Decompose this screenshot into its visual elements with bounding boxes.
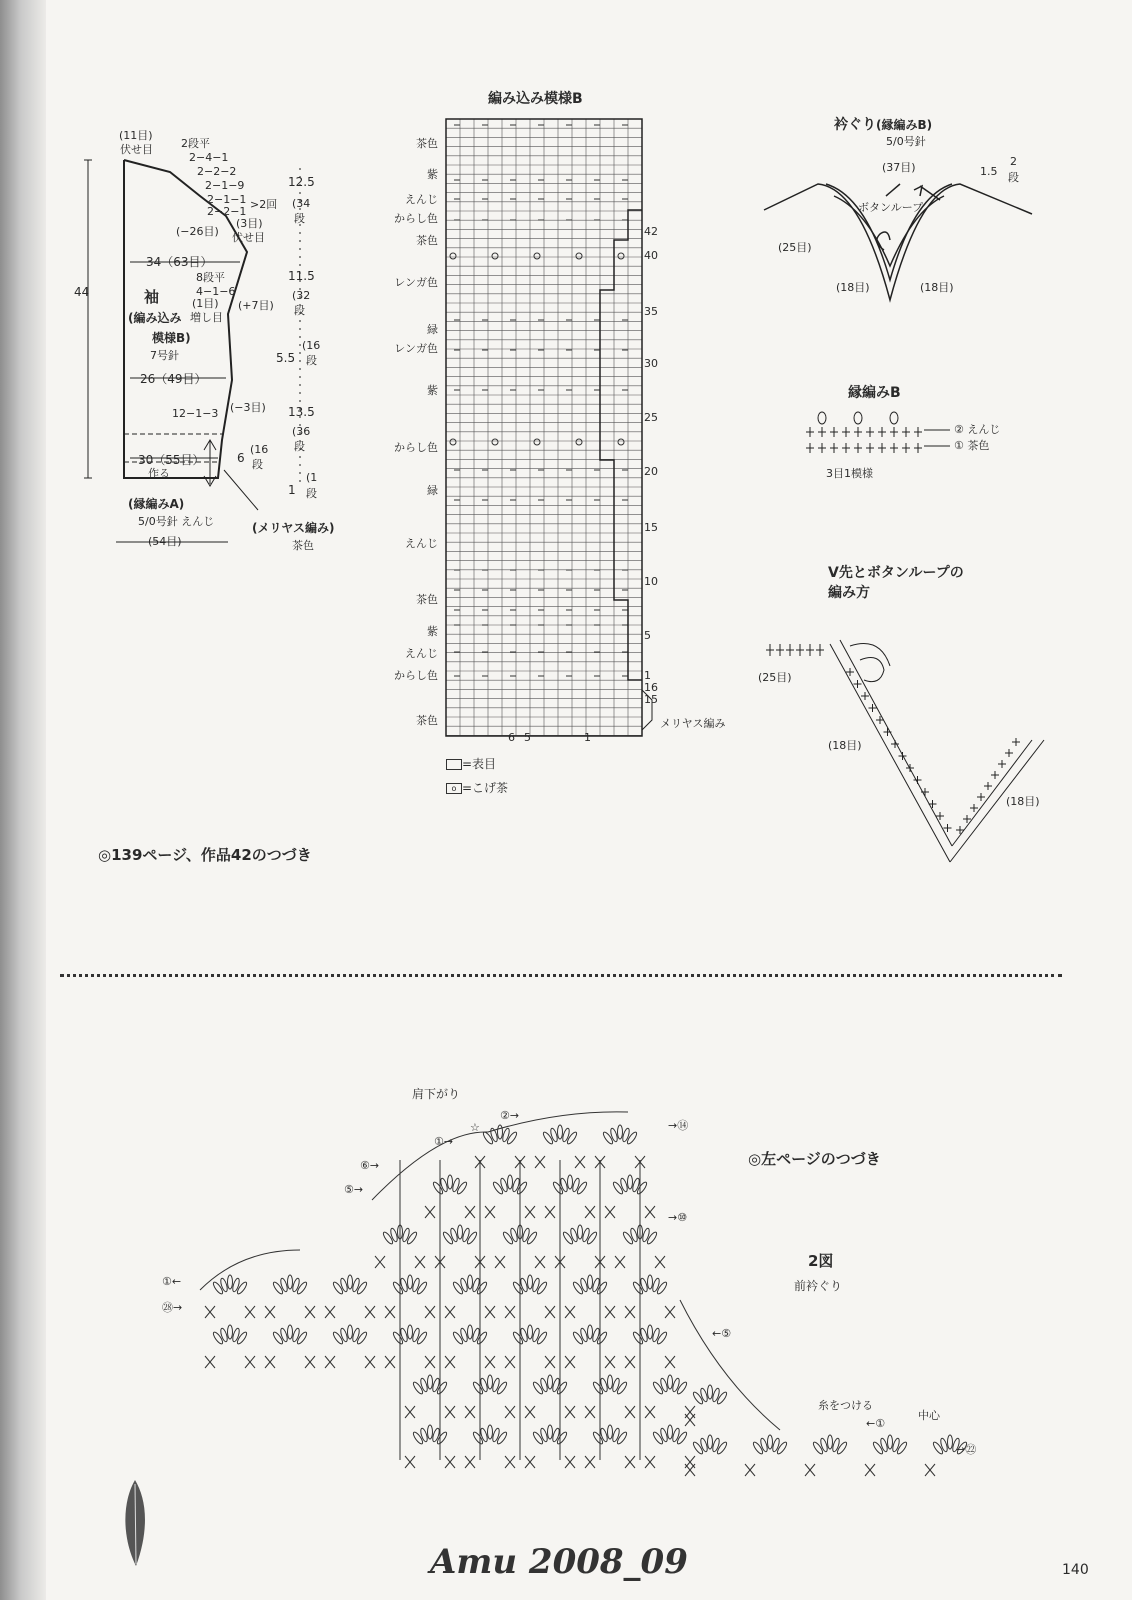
dec-line: 2−2−1	[207, 205, 247, 218]
border-b-row1: ① 茶色	[954, 439, 990, 452]
v-tip-st-25: (25目)	[758, 671, 792, 684]
neckline-title: 衿ぐり(縁編みB)	[834, 117, 933, 133]
sleeve-pattern: (編み込み	[128, 311, 182, 325]
chart-b-color-label: 紫	[427, 625, 438, 638]
chart-b-row-number: 16	[644, 681, 658, 694]
button-loop-label: ボタンループ	[858, 201, 924, 214]
chart-b-color-label: えんじ	[405, 537, 438, 550]
row-cm: 5.5	[276, 351, 296, 365]
chart-b-row-number: 1	[644, 669, 651, 682]
chart-b-color-label: 紫	[427, 168, 438, 181]
shoulder-label: 肩下がり	[412, 1087, 461, 1101]
marker-star: ☆	[470, 1121, 480, 1134]
marker: ←⑤	[712, 1327, 732, 1340]
bind-off-2: 伏せ目	[232, 231, 265, 244]
chart-b-color-label: 紫	[427, 384, 438, 397]
inc-line: 8段平	[196, 271, 225, 284]
chart-b-color-label: えんじ	[405, 193, 438, 206]
marker: →⑭	[668, 1119, 689, 1132]
neckline-rows: 2	[1010, 155, 1017, 168]
brown-label: 茶色	[292, 539, 314, 552]
border-a-needle: 5/0号針 えんじ	[138, 515, 215, 528]
sleeve-needle: 7号針	[150, 349, 179, 362]
border-a: (縁編みA)	[128, 497, 185, 511]
leaf-decoration-icon	[116, 1478, 154, 1568]
row-count: (36	[292, 425, 311, 438]
row-unit: 段	[294, 212, 305, 225]
marker: ←①	[866, 1417, 886, 1430]
repeat-2: >2回	[250, 198, 278, 211]
inc-label: 増し目	[190, 311, 223, 324]
neckline-st-18b: (18目)	[920, 281, 954, 294]
continuation-note: ◎139ページ、作品42のつづき	[98, 846, 312, 864]
neckline-st-18a: (18目)	[836, 281, 870, 294]
make: 作る	[148, 467, 170, 480]
st-3-bind: (3目)	[236, 217, 263, 230]
st-54: (54目)	[148, 535, 182, 548]
chart-b-row-number: 25	[644, 411, 658, 424]
chart-b-row-number: 20	[644, 465, 658, 478]
row-unit: 段	[294, 304, 305, 317]
chart-b-row-number: 30	[644, 357, 658, 370]
page-number: 140	[1062, 1562, 1089, 1578]
st-26-49: 26（49目）	[140, 372, 207, 386]
dec-line: 2段平	[181, 137, 210, 150]
chart-b-row-number: 42	[644, 225, 658, 238]
chart-b-color-label: 茶色	[416, 234, 438, 247]
dec-3: (−3目)	[230, 401, 266, 414]
chart-b-row-number: 15	[644, 521, 658, 534]
marker: →⑩	[668, 1211, 688, 1224]
magazine-footer: Amu 2008_09	[430, 1542, 688, 1582]
row-unit: 段	[306, 354, 317, 367]
chart-b-color-label: からし色	[394, 441, 438, 454]
fig-title: 2図	[808, 1252, 834, 1270]
marker: →㉒	[956, 1443, 977, 1456]
chart-b-row-number: 5	[644, 629, 651, 642]
marker: ⑤→	[344, 1183, 364, 1196]
sleeve-bind-off: 伏せ目	[120, 143, 153, 156]
marker: ⑥→	[360, 1159, 380, 1172]
row-cm: 1	[288, 483, 296, 497]
inc-line: 4−1−6	[196, 285, 236, 298]
row-count: (16	[250, 443, 269, 456]
row-unit: 段	[294, 440, 305, 453]
inc-7: (+7目)	[238, 299, 274, 312]
chart-b-color-label: 茶色	[416, 714, 438, 727]
dec-line: 2−1−1	[207, 193, 247, 206]
chart-b-row-number: 15	[644, 693, 658, 706]
row-unit: 段	[306, 487, 317, 500]
chart-b-row-number: 35	[644, 305, 658, 318]
chart-b-color-label: からし色	[394, 669, 438, 682]
v-tip-st-18b: (18目)	[1006, 795, 1040, 808]
neckline-needle: 5/0号針	[886, 135, 926, 148]
v-tip-title: 編み方	[828, 585, 870, 601]
row-cm: 13.5	[288, 405, 315, 419]
v-tip-st-18a: (18目)	[828, 739, 862, 752]
chart-b-stockinette: メリヤス編み	[660, 717, 726, 730]
marker: ①→	[434, 1135, 454, 1148]
dec-line: 2−1−9	[205, 179, 245, 192]
col-number: 6	[508, 731, 515, 744]
row-count: (16	[302, 339, 321, 352]
row-unit: 段	[252, 458, 263, 471]
chart-b-color-label: 緑	[427, 484, 438, 497]
chart-b-color-label: からし色	[394, 212, 438, 225]
neckline-side: 1.5	[980, 165, 998, 178]
attach-yarn-label: 糸をつける	[818, 1399, 873, 1412]
chart-b-color-label: 緑	[427, 323, 438, 336]
neckline-st-37: (37目)	[882, 161, 916, 174]
chart-b-row-number: 10	[644, 575, 658, 588]
sleeve-title: 袖	[144, 288, 160, 306]
row-count: (34	[292, 197, 311, 210]
center-label: 中心	[918, 1409, 940, 1422]
six: 6	[237, 451, 245, 465]
row-count: (32	[292, 289, 311, 302]
height-44: 44	[74, 285, 90, 299]
row-cm: 11.5	[288, 269, 315, 283]
border-b-title: 縁編みB	[848, 385, 901, 401]
chart-b-color-label: レンガ色	[394, 342, 438, 355]
fig-subtitle: 前衿ぐり	[794, 1279, 843, 1293]
chart-b-row-number: 40	[644, 249, 658, 262]
st-34-63: 34（63目）	[146, 255, 213, 269]
border-b-repeat: 3目1模様	[826, 467, 873, 480]
legend-knit: =表目	[446, 758, 496, 770]
dec-line: 2−2−2	[197, 165, 237, 178]
marker: ㉘→	[162, 1301, 183, 1314]
legend-dark-brown: o =こげ茶	[446, 782, 508, 794]
sleeve-pattern: 模様B)	[152, 331, 191, 345]
chart-b-color-label: 茶色	[416, 137, 438, 150]
dec-12: 12−1−3	[172, 407, 219, 420]
neckline-st-25: (25目)	[778, 241, 812, 254]
marker: ①←	[162, 1275, 182, 1288]
chart-b-color-label: えんじ	[405, 647, 438, 660]
chart-b-title: 編み込み模様B	[488, 91, 583, 107]
left-page-note: ◎左ページのつづき	[748, 1150, 881, 1168]
border-b-row2: ② えんじ	[954, 423, 1001, 436]
st-30-55: 30（55目）	[138, 453, 205, 467]
dec-line: 2−4−1	[189, 151, 229, 164]
row-cm: 12.5	[288, 175, 315, 189]
v-tip-title: V先とボタンループの	[828, 565, 964, 581]
stockinette-label: (メリヤス編み)	[252, 521, 335, 535]
col-number: 1	[584, 731, 591, 744]
row-count: (1	[306, 471, 318, 484]
inc-1: (1目)	[192, 297, 219, 310]
col-number: 5	[524, 731, 531, 744]
chart-b-color-label: レンガ色	[394, 276, 438, 289]
chart-b-color-label: 茶色	[416, 593, 438, 606]
sleeve-st-11: (11目)	[119, 129, 153, 142]
neckline-rows-unit: 段	[1008, 171, 1019, 184]
st-26: (−26目)	[176, 225, 219, 238]
marker: ②→	[500, 1109, 520, 1122]
